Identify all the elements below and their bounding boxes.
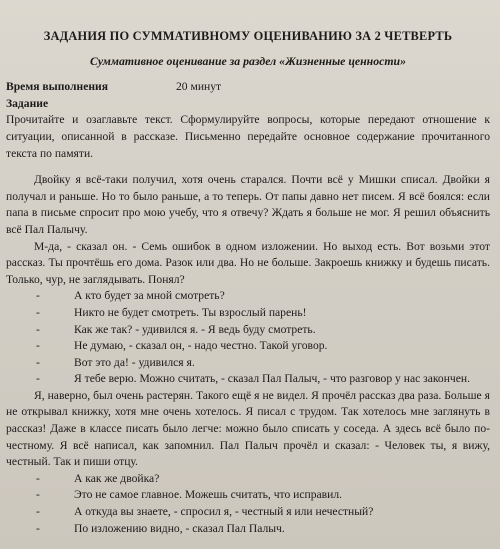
document-subtitle: Суммативное оценивание за раздел «Жизненные ценности» xyxy=(89,53,406,68)
dialog-dash: - xyxy=(36,322,40,336)
dialog-line xyxy=(6,288,490,305)
dialog-dash: - xyxy=(36,488,40,502)
story-paragraph-3: Я, наверно, был очень растерян. Такого ещё я не видел. Я прочёл рассказ два раза. Больше я не открывал книжку, хотя мне очень хотелось. Я писал с трудом. Так хотелось мне заглянуть в рассказ! Даже в классе писать было легче: можно было списать у соседа. А здесь всё было по-честному. Я всё написал, как запомнил. Пал Палыч прочёл и сказал: - Человек ты, я вижу, честный. Так и пиши отцу. xyxy=(6,388,490,469)
dialog-text: А откуда вы знаете, - спросил я, - честный я или нечестный? xyxy=(74,505,374,519)
task-label: Задание xyxy=(6,96,49,110)
dialog-dash: - xyxy=(36,372,40,386)
story-paragraph-2: М-да, - сказал он. - Семь ошибок в одном изложении. Но выход есть. Вот возьми этот рассказ. Ты прочтёшь его дома. Разок или два. Но не больше. Закроешь книжку и будешь писать. Только, чур, не заглядывать. Понял? xyxy=(6,239,490,286)
dialog-text: Никто не будет смотреть. Ты взрослый парень! xyxy=(74,305,307,319)
dialog-line xyxy=(6,355,490,372)
dialog-dash: - xyxy=(36,505,40,519)
time-value: 20 минут xyxy=(176,80,222,94)
dialog-line xyxy=(6,371,490,388)
dialog-text: Это не самое главное. Можешь считать, что исправил. xyxy=(74,488,343,502)
dialog-text: Вот это да! - удивился я. xyxy=(74,355,195,369)
dialog-text: По изложению видно, - сказал Пал Палыч. xyxy=(74,521,285,535)
dialog-line xyxy=(6,487,490,504)
dialog-text: Я тебе верю. Можно считать, - сказал Пал Палыч, - что разговор у нас закончен. xyxy=(74,372,470,386)
dialog-text: Как же так? - удивился я. - Я ведь буду смотреть. xyxy=(74,322,316,336)
dialog-dash: - xyxy=(36,355,40,369)
dialog-text: А как же двойка? xyxy=(74,471,160,485)
document-title: ЗАДАНИЯ ПО СУММАТИВНОМУ ОЦЕНИВАНИЮ ЗА 2 ЧЕТВЕРТЬ xyxy=(43,29,453,43)
dialog-dash: - xyxy=(36,521,40,535)
time-label: Время выполнения xyxy=(6,80,108,94)
time-row xyxy=(6,79,490,96)
dialog-line xyxy=(6,521,490,538)
dialog-line xyxy=(6,322,490,339)
dialog-dash: - xyxy=(36,289,40,303)
dialog-line xyxy=(6,338,490,355)
dialog-line xyxy=(6,504,490,521)
dialog-text: Не думаю, - сказал он, - надо честно. Такой уговор. xyxy=(74,339,328,353)
task-text: Прочитайте и озаглавьте текст. Сформулируйте вопросы, которые передают отношение к ситуации, описанной в рассказе. Письменно передайте основное содержание прочитанного текста по памяти. xyxy=(6,113,490,160)
dialog-line xyxy=(6,305,490,322)
dialog-dash: - xyxy=(36,339,40,353)
dialog-dash: - xyxy=(36,471,40,485)
dialog-text: А кто будет за мной смотреть? xyxy=(74,289,225,303)
dialog-dash: - xyxy=(36,305,40,319)
dialog-line xyxy=(6,471,490,488)
story-paragraph-1: Двойку я всё-таки получил, хотя очень старался. Почти всё у Мишки списал. Двойки я получал и раньше. Но то было раньше, а то теперь. От папы давно нет писем. Я всё боялся: если папа в письме спросит про мою учебу, что я отвечу? Ждать я больше не мог. Я решил объяснить всё Пал Палычу. xyxy=(6,173,490,236)
